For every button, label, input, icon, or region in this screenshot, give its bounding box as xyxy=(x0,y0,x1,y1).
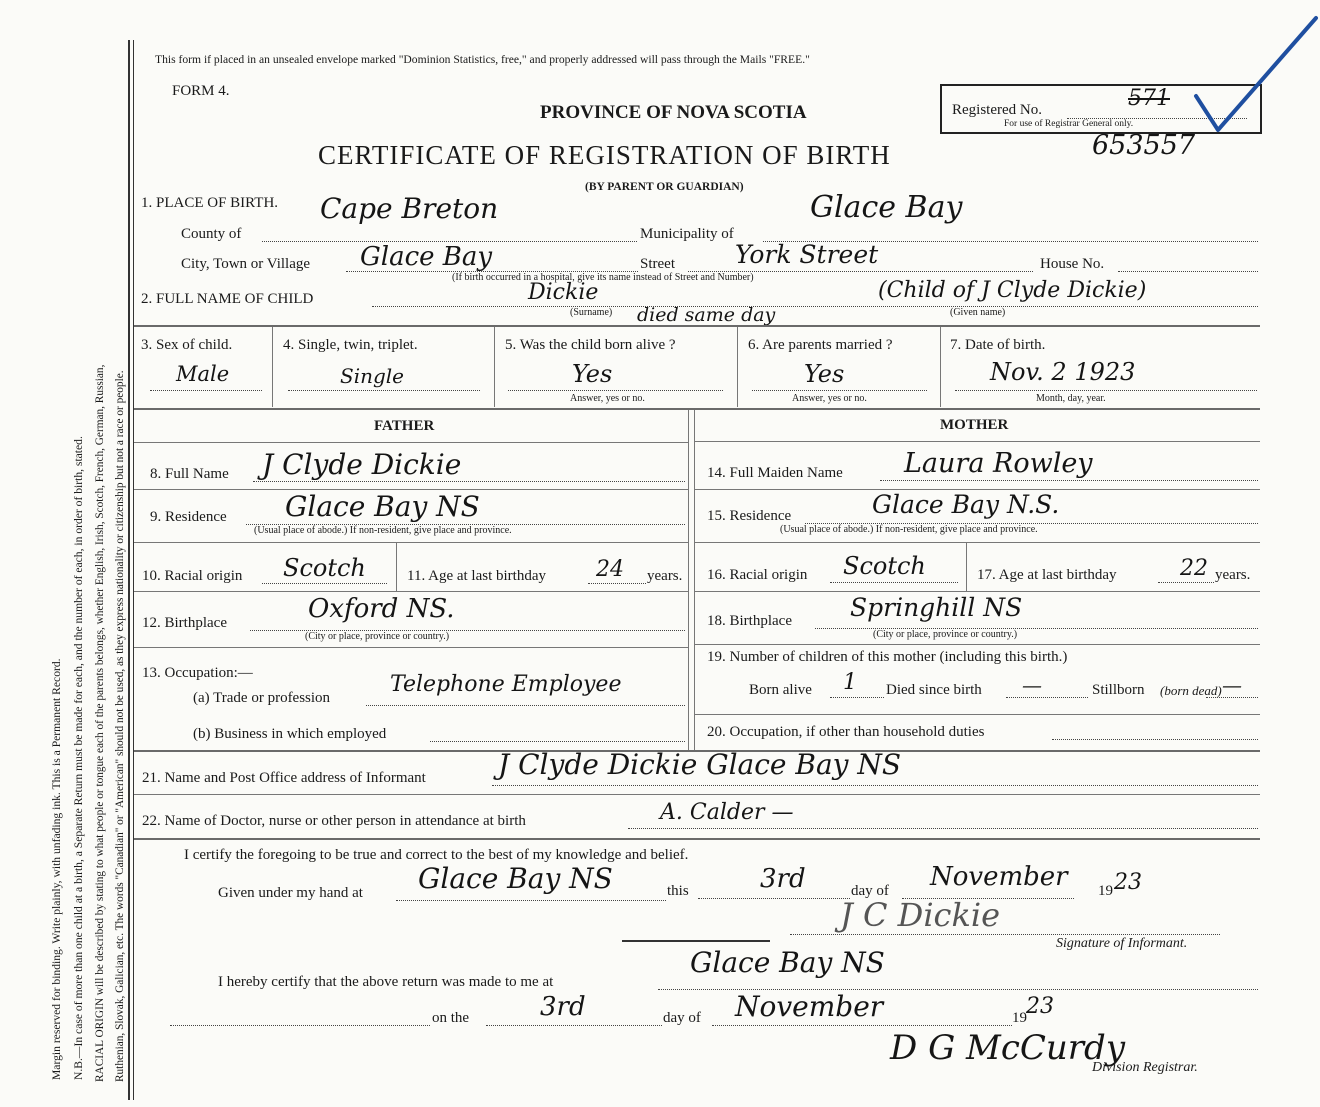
informant-label: 21. Name and Post Office address of Informant xyxy=(142,770,426,786)
registrar-signature: D G McCurdy xyxy=(890,1028,1126,1068)
father-residence-caption: (Usual place of abode.) If non-resident, give place and province. xyxy=(254,525,512,536)
stillborn-label: Stillborn xyxy=(1092,682,1145,698)
given-year-value: 23 xyxy=(1114,870,1142,895)
given-place-value: Glace Bay NS xyxy=(418,862,613,895)
date-of-birth-label: 7. Date of birth. xyxy=(950,337,1046,353)
mother-name-label: 14. Full Maiden Name xyxy=(707,465,843,481)
doctor-label: 22. Name of Doctor, nurse or other person in attendance at birth xyxy=(142,813,526,829)
registrar-year-prefix: 19 xyxy=(1012,1010,1027,1026)
registrar-year-value: 23 xyxy=(1026,994,1054,1019)
margin-note-racial-origin: RACIAL ORIGIN will be described by stating to what people or tongue each of the parents belongs, whether English, Irish, Scotch, French, German, Russian, xyxy=(94,364,106,1082)
margin-note-binding: Margin reserved for binding. Write plainly, with unfading ink. This is a Permanent Record. xyxy=(50,658,63,1080)
parents-married-caption: Answer, yes or no. xyxy=(792,393,867,404)
child-given-name-value: (Child of J Clyde Dickie) xyxy=(878,278,1147,303)
registered-number-label: Registered No. xyxy=(952,102,1042,118)
registrar-place-value: Glace Bay NS xyxy=(690,946,885,979)
registrar-use-note: For use of Registrar General only. xyxy=(1004,119,1134,129)
informant-signature-caption: Signature of Informant. xyxy=(1056,936,1188,951)
house-number-label: House No. xyxy=(1040,256,1105,272)
informant-value: J Clyde Dickie Glace Bay NS xyxy=(498,748,902,781)
mother-residence-value: Glace Bay N.S. xyxy=(872,490,1060,519)
stillborn-note: (born dead) xyxy=(1160,683,1222,698)
mail-note: This form if placed in an unsealed envelope marked "Dominion Statistics, free," and properly addressed will pass through the Mails "FREE." xyxy=(155,53,810,66)
father-racial-origin-value: Scotch xyxy=(283,554,366,582)
street-value: York Street xyxy=(735,240,879,269)
stillborn-value: — xyxy=(1222,673,1242,697)
given-day-value: 3rd xyxy=(760,864,806,894)
county-value: Cape Breton xyxy=(320,192,499,225)
father-birthplace-label: 12. Birthplace xyxy=(142,615,227,631)
mother-residence-label: 15. Residence xyxy=(707,508,792,524)
born-alive-value: Yes xyxy=(572,360,613,388)
check-mark-icon xyxy=(1190,12,1320,142)
registered-number-value: 571 xyxy=(1128,86,1170,111)
registrar-day-value: 3rd xyxy=(540,992,586,1022)
father-name-value: J Clyde Dickie xyxy=(262,448,462,481)
street-label: Street xyxy=(640,256,675,272)
surname-caption: (Surname) xyxy=(570,307,613,318)
died-since-birth-label: Died since birth xyxy=(886,682,982,698)
sex-value: Male xyxy=(176,362,230,386)
father-birthplace-value: Oxford NS. xyxy=(308,594,455,624)
province-heading: PROVINCE OF NOVA SCOTIA xyxy=(540,102,807,123)
certificate-subtitle: (BY PARENT OR GUARDIAN) xyxy=(585,181,744,193)
given-under-hand-label: Given under my hand at xyxy=(218,885,363,901)
margin-note-nationality: Ruthenian, Slovak, Galician, etc. The words "Canadian" or "American" should not be used, as they express nationality or citizenship but not a race or people. xyxy=(114,370,126,1082)
father-age-years: years. xyxy=(647,568,683,584)
father-name-label: 8. Full Name xyxy=(150,466,229,482)
this-label: this xyxy=(667,883,689,899)
mother-birthplace-label: 18. Birthplace xyxy=(707,613,792,629)
father-heading: FATHER xyxy=(374,418,435,434)
single-twin-label: 4. Single, twin, triplet. xyxy=(283,337,418,353)
given-month-value: November xyxy=(930,862,1068,892)
doctor-value: A. Calder — xyxy=(660,800,794,825)
city-label: City, Town or Village xyxy=(181,256,311,272)
registrar-day-of-label: day of xyxy=(663,1010,701,1026)
born-alive-count-value: 1 xyxy=(843,670,857,695)
registrar-statement: I hereby certify that the above return was made to me at xyxy=(218,974,554,990)
certify-statement: I certify the foregoing to be true and correct to the best of my knowledge and belief. xyxy=(184,847,689,863)
mother-racial-origin-value: Scotch xyxy=(843,552,926,580)
father-racial-origin-label: 10. Racial origin xyxy=(142,568,243,584)
father-age-value: 24 xyxy=(596,557,624,582)
child-surname-value: Dickie xyxy=(528,280,599,305)
margin-rule-outer xyxy=(128,40,130,1100)
place-of-birth-label: 1. PLACE OF BIRTH. xyxy=(141,195,279,211)
born-alive-label: 5. Was the child born alive ? xyxy=(505,337,676,353)
father-birthplace-caption: (City or place, province or country.) xyxy=(305,631,450,642)
registrar-month-value: November xyxy=(735,990,884,1023)
single-twin-value: Single xyxy=(340,364,405,388)
margin-note-multiple-births: N.B.—In case of more than one child at a birth, a Separate Return must be made for each, and the number of each, in order of birth, stated. xyxy=(72,436,85,1080)
margin-rule-inner xyxy=(133,40,134,1100)
mother-residence-caption: (Usual place of abode.) If non-resident, give place and province. xyxy=(780,524,1038,535)
county-label: County of xyxy=(181,226,242,242)
mother-birthplace-value: Springhill NS xyxy=(850,593,1023,622)
informant-signature: J C Dickie xyxy=(840,896,1001,934)
mother-occupation-label: 20. Occupation, if other than household duties xyxy=(707,724,985,740)
father-age-label: 11. Age at last birthday xyxy=(407,568,546,584)
father-residence-value: Glace Bay NS xyxy=(285,490,480,523)
mother-name-value: Laura Rowley xyxy=(904,448,1093,479)
mother-heading: MOTHER xyxy=(940,417,1009,433)
municipality-value: Glace Bay xyxy=(810,190,963,225)
hospital-note: (If birth occurred in a hospital, give its name instead of Street and Number) xyxy=(452,272,754,283)
father-occupation-label: 13. Occupation:— xyxy=(142,665,253,681)
parents-married-value: Yes xyxy=(804,360,845,388)
parents-married-label: 6. Are parents married ? xyxy=(748,337,893,353)
given-name-caption: (Given name) xyxy=(950,307,1006,318)
child-name-label: 2. FULL NAME OF CHILD xyxy=(141,291,314,307)
child-death-note: died same day xyxy=(637,304,776,326)
mother-age-years: years. xyxy=(1215,567,1251,583)
municipality-label: Municipality of xyxy=(640,226,734,242)
date-of-birth-value: Nov. 2 1923 xyxy=(990,358,1136,386)
date-of-birth-caption: Month, day, year. xyxy=(1036,393,1106,404)
father-business-label: (b) Business in which employed xyxy=(193,726,387,742)
given-year-prefix: 19 xyxy=(1098,883,1113,899)
mother-birthplace-caption: (City or place, province or country.) xyxy=(873,629,1018,640)
mother-racial-origin-label: 16. Racial origin xyxy=(707,567,808,583)
mother-age-value: 22 xyxy=(1180,556,1208,581)
sex-label: 3. Sex of child. xyxy=(141,337,233,353)
mother-age-label: 17. Age at last birthday xyxy=(977,567,1117,583)
division-registrar-caption: Division Registrar. xyxy=(1092,1060,1198,1075)
stamped-number: 653557 xyxy=(1092,130,1196,161)
father-trade-value: Telephone Employee xyxy=(390,672,622,697)
registrar-on-the-label: on the xyxy=(432,1010,470,1026)
born-alive-count-label: Born alive xyxy=(749,682,812,698)
given-day-of-label: day of xyxy=(851,883,889,899)
died-since-birth-value: — xyxy=(1022,673,1042,697)
father-trade-label: (a) Trade or profession xyxy=(193,690,331,706)
father-residence-label: 9. Residence xyxy=(150,509,227,525)
born-alive-caption: Answer, yes or no. xyxy=(570,393,645,404)
mother-children-label: 19. Number of children of this mother (including this birth.) xyxy=(707,649,1068,665)
form-number: FORM 4. xyxy=(172,83,230,99)
city-value: Glace Bay xyxy=(360,242,493,272)
certificate-title: CERTIFICATE OF REGISTRATION OF BIRTH xyxy=(318,140,891,170)
